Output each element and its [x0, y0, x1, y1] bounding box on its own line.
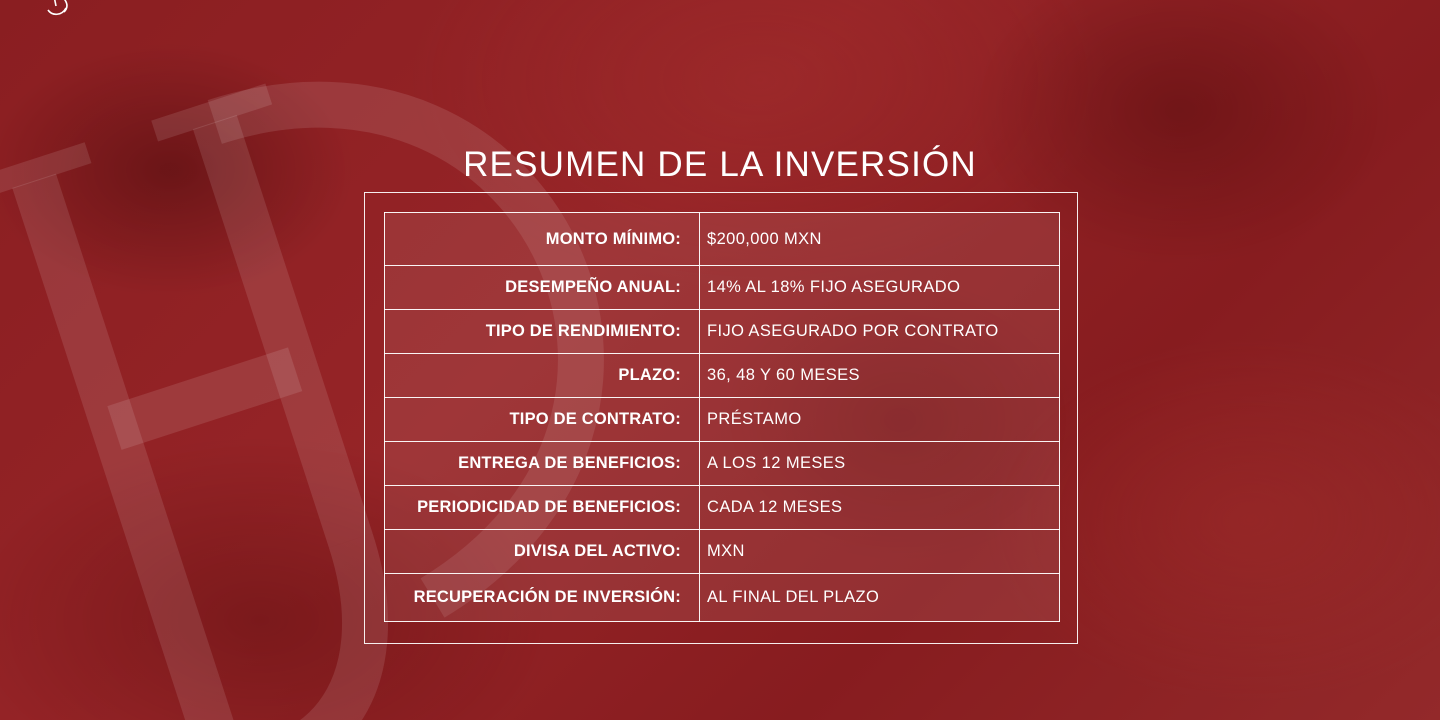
row-label: DESEMPEÑO ANUAL: — [385, 266, 700, 310]
row-label: DIVISA DEL ACTIVO: — [385, 530, 700, 574]
row-value: FIJO ASEGURADO POR CONTRATO — [700, 310, 1060, 354]
table-row — [385, 310, 1060, 354]
table-row — [385, 486, 1060, 530]
row-label: MONTO MÍNIMO: — [385, 213, 700, 266]
row-value: 14% AL 18% FIJO ASEGURADO — [700, 266, 1060, 310]
table-row — [385, 442, 1060, 486]
row-label: ENTREGA DE BENEFICIOS: — [385, 442, 700, 486]
row-label: RECUPERACIÓN DE INVERSIÓN: — [385, 574, 700, 622]
row-value: PRÉSTAMO — [700, 398, 1060, 442]
page-title: RESUMEN DE LA INVERSIÓN — [463, 145, 977, 184]
row-label: TIPO DE CONTRATO: — [385, 398, 700, 442]
investment-summary-table — [384, 212, 1060, 622]
row-value: 36, 48 Y 60 MESES — [700, 354, 1060, 398]
row-value: $200,000 MXN — [700, 213, 1060, 266]
table-row — [385, 574, 1060, 622]
row-label: TIPO DE RENDIMIENTO: — [385, 310, 700, 354]
row-value: CADA 12 MESES — [700, 486, 1060, 530]
brand-logo-icon — [40, 0, 80, 18]
table-row — [385, 266, 1060, 310]
table-row — [385, 398, 1060, 442]
row-value: MXN — [700, 530, 1060, 574]
row-label: PLAZO: — [385, 354, 700, 398]
row-value: AL FINAL DEL PLAZO — [700, 574, 1060, 622]
row-value: A LOS 12 MESES — [700, 442, 1060, 486]
row-label: PERIODICIDAD DE BENEFICIOS: — [385, 486, 700, 530]
table-row — [385, 530, 1060, 574]
table-row — [385, 213, 1060, 266]
table-row — [385, 354, 1060, 398]
